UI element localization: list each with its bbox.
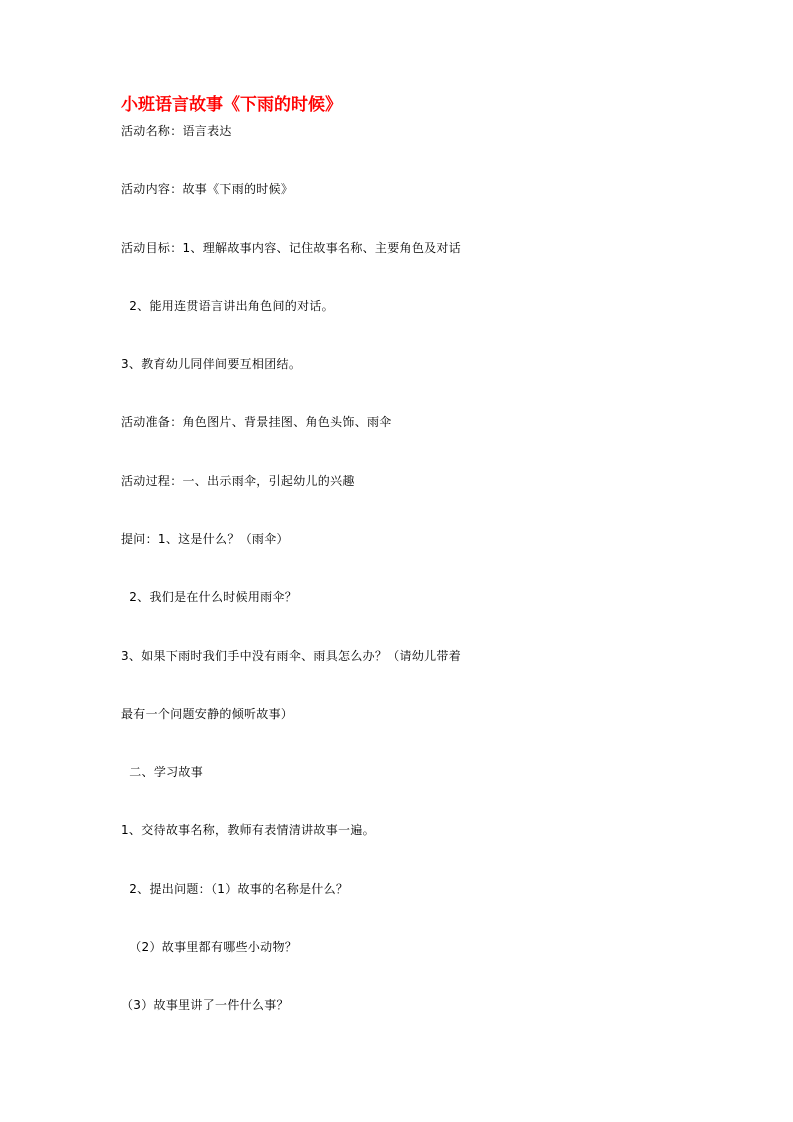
text-line-step-2: 2、提出问题：（1）故事的名称是什么？: [121, 882, 349, 896]
text-line-step-2-q2: （2）故事里都有哪些小动物？: [121, 940, 298, 954]
text-line-goal-3: 3、教育幼儿同伴间要互相团结。: [121, 357, 302, 371]
text-line-activity-goal: 活动目标：1、理解故事内容、记住故事名称、主要角色及对话: [121, 241, 462, 255]
text-line-step-2-q3: （3）故事里讲了一件什么事？: [121, 998, 289, 1012]
text-line-question-2: 2、我们是在什么时候用雨伞？: [121, 590, 298, 604]
text-line-process: 活动过程：一、出示雨伞，引起幼儿的兴趣: [121, 474, 355, 488]
text-line-goal-2: 2、能用连贯语言讲出角色间的对话。: [121, 299, 334, 313]
text-line-learn-story: 二、学习故事: [121, 765, 204, 779]
text-line-preparation: 活动准备：角色图片、背景挂图、角色头饰、雨伞: [121, 415, 392, 429]
text-line-question-1: 提问：1、这是什么？（雨伞）: [121, 532, 289, 546]
document-title: 小班语言故事《下雨的时候》: [121, 95, 342, 115]
text-line-step-1: 1、交待故事名称，教师有表情清讲故事一遍。: [121, 823, 375, 837]
text-line-activity-content: 活动内容：故事《下雨的时候》: [121, 182, 294, 196]
text-line-question-3: 3、如果下雨时我们手中没有雨伞、雨具怎么办？（请幼儿带着: [121, 649, 462, 663]
text-line-activity-name: 活动名称：语言表达: [121, 124, 232, 138]
text-line-question-3-cont: 最有一个问题安静的倾听故事）: [121, 707, 294, 721]
